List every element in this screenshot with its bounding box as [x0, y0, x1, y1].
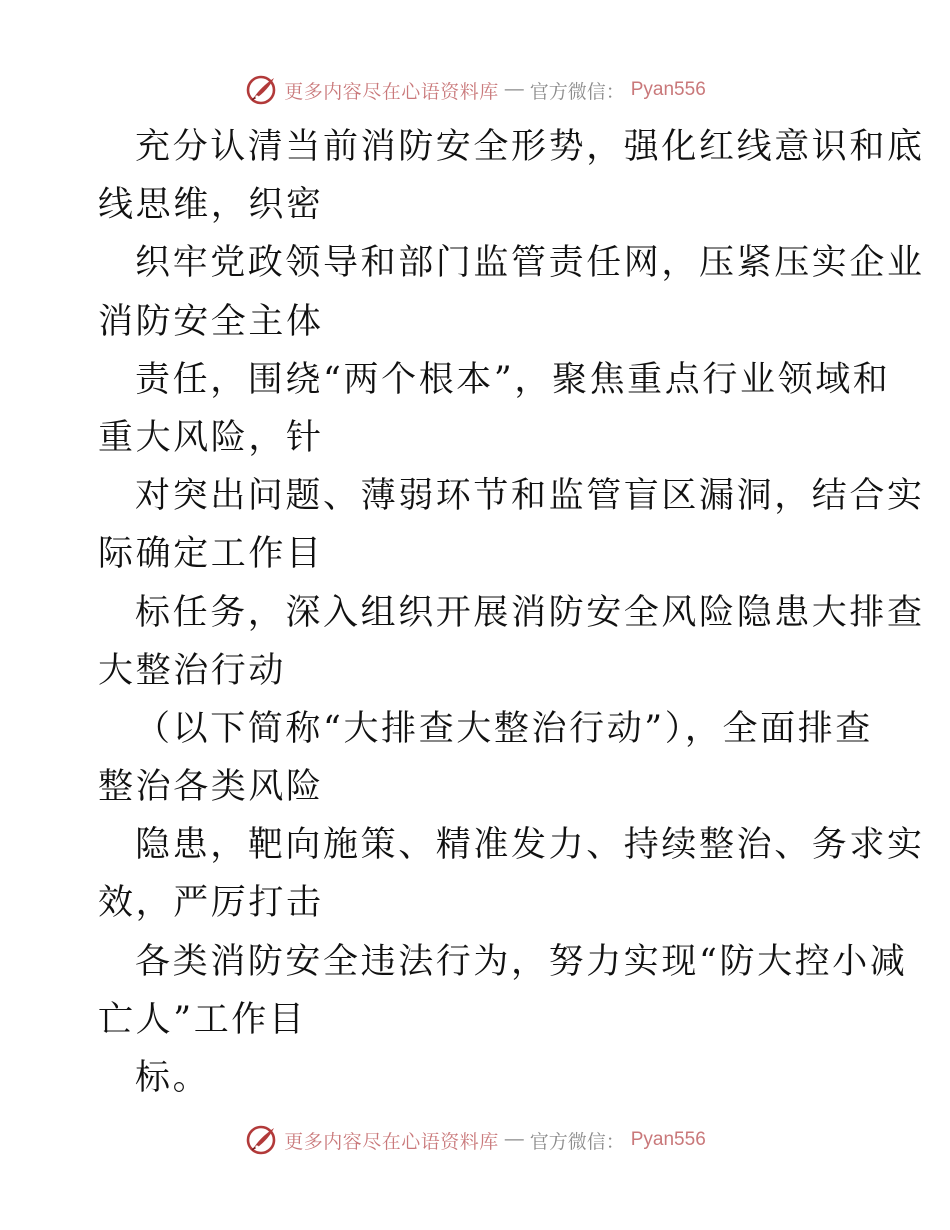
text-line: 重大风险，针 [98, 417, 324, 458]
footer-banner-official: 官方微信： [529, 1130, 625, 1153]
header-banner-text: 更多内容尽在心语资料库 [284, 80, 499, 103]
document-body [98, 118, 925, 1107]
text-line: 消防安全主体 [98, 301, 324, 342]
text-line: 织牢党政领导和部门监管责任网，压紧压实企业 [135, 243, 925, 284]
header-banner [0, 70, 950, 110]
header-banner-official: 官方微信： [529, 80, 625, 103]
text-line: 效，严厉打击 [98, 883, 324, 924]
text-line: 标。 [135, 1058, 211, 1098]
header-banner-wechat-id: Pyan556 [630, 79, 706, 100]
text-line: 各类消防安全违法行为，努力实现“防大控小减 [135, 941, 908, 982]
text-line: 隐患，靶向施策、精准发力、持续整治、务求实 [135, 825, 925, 866]
text-line: 责任，围绕“两个根本”，聚焦重点行业领域和 [135, 359, 891, 400]
text-line: 际确定工作目 [98, 534, 324, 575]
footer-banner-separator: — [504, 1129, 524, 1150]
text-line: 充分认清当前消防安全形势，强化红线意识和底 [135, 127, 925, 167]
text-line: 大整治行动 [98, 650, 287, 691]
footer-banner [0, 1120, 950, 1160]
feather-pen-logo-icon [244, 1123, 278, 1157]
text-line: 标任务，深入组织开展消防安全风险隐患大排查 [135, 592, 925, 633]
text-line: 亡人”工作目 [98, 999, 307, 1040]
text-line: 整治各类风险 [98, 767, 324, 808]
text-line: （以下简称“大排查大整治行动”），全面排查 [135, 708, 873, 749]
footer-banner-text: 更多内容尽在心语资料库 [284, 1130, 499, 1153]
feather-pen-logo-icon [244, 73, 278, 107]
text-line: 线思维，织密 [98, 185, 324, 226]
footer-banner-wechat-id: Pyan556 [630, 1129, 706, 1150]
text-line: 对突出问题、薄弱环节和监管盲区漏洞，结合实 [135, 476, 925, 517]
header-banner-separator: — [504, 79, 524, 100]
